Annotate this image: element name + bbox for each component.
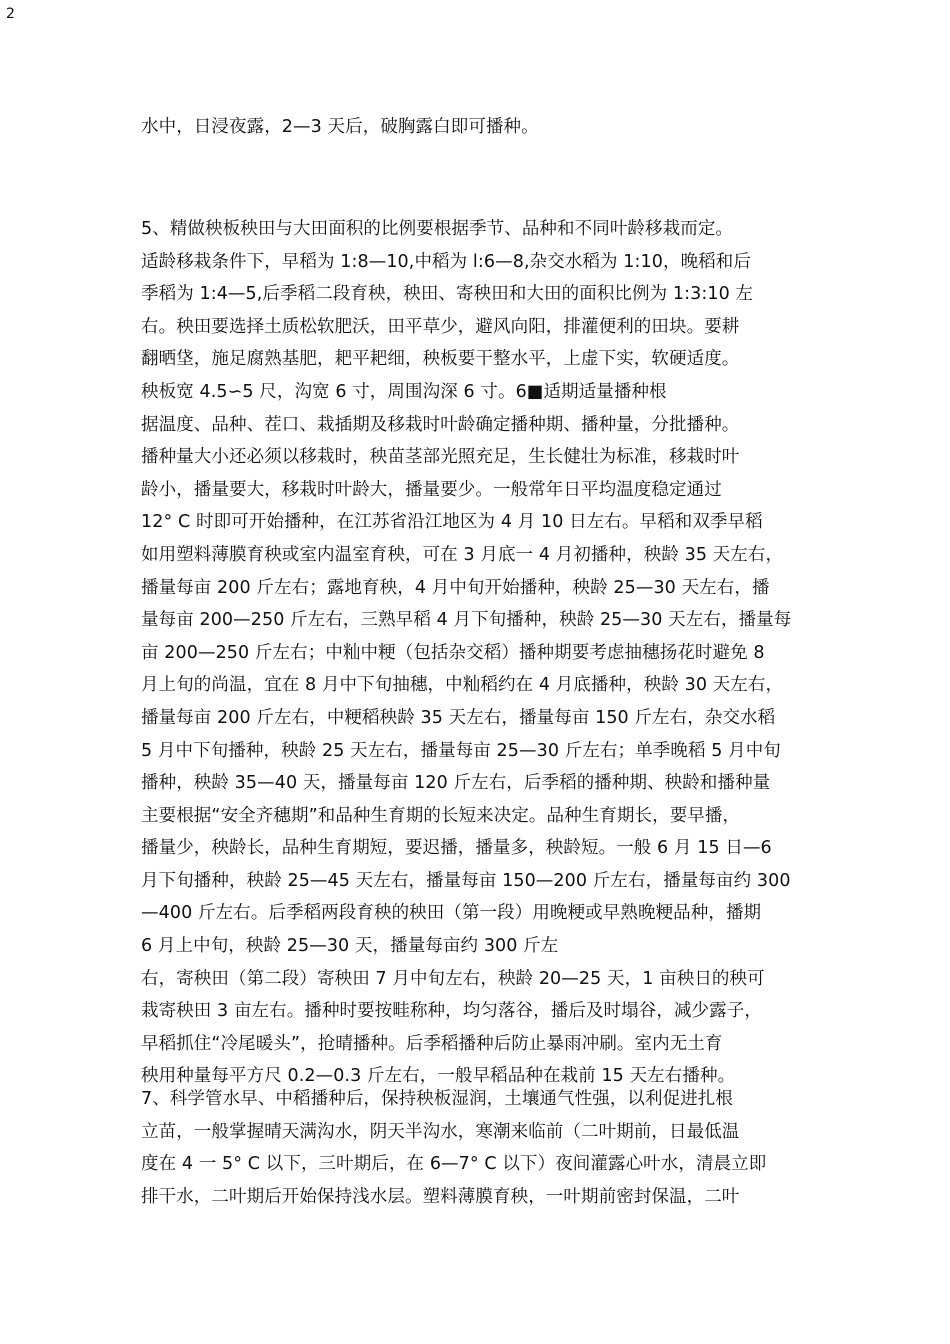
text-line: 右。秧田要选择土质松软肥沃，田平草少，避风向阳，排灌便利的田块。要耕 bbox=[141, 316, 740, 337]
text-line: 6 月上中旬，秧龄 25—30 天，播量每亩约 300 斤左 bbox=[141, 936, 559, 957]
text-line: 右，寄秧田（第二段）寄秧田 7 月中旬左右，秧龄 20—25 天，1 亩秧日的秧可 bbox=[141, 968, 765, 989]
text-line: 龄小，播量要大，移栽时叶龄大，播量要少。一般常年日平均温度稳定通过 bbox=[141, 479, 722, 500]
text-line: 如用塑料薄膜育秧或室内温室育秧，可在 3 月底一 4 月初播种，秧龄 35 天左右， bbox=[141, 544, 784, 565]
text-line: 7、科学管水早、中稻播种后，保持秧板湿润，土壤通气性强，以利促进扎根 bbox=[141, 1089, 734, 1109]
text-line: 亩 200—250 斤左右；中籼中粳（包括杂交稻）播种期要考虑抽穗扬花时避免 8 bbox=[141, 642, 765, 663]
text-line: 12° C 时即可开始播种，在江苏省沿江地区为 4 月 10 日左右。早稻和双季早稻 bbox=[141, 512, 763, 533]
text-line: 播种量大小还必须以移栽时，秧苗茎部光照充足，生长健壮为标准，移栽时叶 bbox=[141, 447, 740, 468]
text-line: 立苗，一般掌握晴天满沟水，阴天半沟水，寒潮来临前（二叶期前，日最低温 bbox=[141, 1121, 740, 1142]
text-line: 适龄移栽条件下，早稻为 1:8—10,中稻为 l:6—8,杂交水稻为 1:10，晚稻和后 bbox=[141, 251, 751, 272]
text-line: 水中，日浸夜露，2—3 天后，破胸露白即可播种。 bbox=[141, 117, 539, 137]
text-line: 度在 4 一 5° C 以下，三叶期后，在 6—7° C 以下）夜间灌露心叶水，清晨立即 bbox=[141, 1154, 767, 1175]
text-line: 据温度、品种、茬口、栽插期及移栽时叶龄确定播种期、播种量，分批播种。 bbox=[141, 414, 740, 435]
paragraph-1 bbox=[141, 111, 821, 144]
text-line: 5、精做秧板秧田与大田面积的比例要根据季节、品种和不同叶龄移栽而定。 bbox=[141, 219, 734, 239]
text-line: 秧用种量每平方尺 0.2—0.3 斤左右，一般早稻品种在栽前 15 天左右播种。 bbox=[141, 1066, 736, 1087]
page-number: 2 bbox=[6, 6, 15, 22]
text-line: 播量每亩 200 斤左右；露地育秧，4 月中旬开始播种，秧龄 25—30 天左右，播 bbox=[141, 577, 770, 598]
paragraph-3 bbox=[141, 1083, 821, 1213]
text-line: 秧板宽 4.5∽5 尺，沟宽 6 寸，周围沟深 6 寸。6■适期适量播种根 bbox=[141, 381, 667, 402]
text-line: 翻晒垡，施足腐熟基肥，耙平耙细，秧板要干整水平，上虚下实，软硬适度。 bbox=[141, 349, 740, 370]
text-line: 月下旬播种，秧龄 25—45 天左右，播量每亩 150—200 斤左右，播量每亩约 300 bbox=[141, 870, 791, 891]
paragraph-2 bbox=[141, 213, 821, 1093]
text-line: 月上旬的尚温，宜在 8 月中下旬抽穗，中籼稻约在 4 月底播种，秧龄 30 天左右， bbox=[141, 675, 784, 696]
text-line: 5 月中下旬播种，秧龄 25 天左右，播量每亩 25—30 斤左右；单季晚稻 5 月中旬 bbox=[141, 740, 781, 761]
text-line: 播量少，秧龄长，品种生育期短，要迟播，播量多，秧龄短。一般 6 月 15 日—6 bbox=[141, 838, 772, 859]
text-line: 量每亩 200—250 斤左右，三熟早稻 4 月下旬播种，秧龄 25—30 天左右，播量每 bbox=[141, 610, 792, 631]
text-line: 栽寄秧田 3 亩左右。播种时要按畦称种，均匀落谷，播后及时塌谷，减少露子， bbox=[141, 1001, 762, 1022]
text-line: 播种，秧龄 35—40 天，播量每亩 120 斤左右，后季稻的播种期、秧龄和播种量 bbox=[141, 773, 771, 794]
text-line: 季稻为 1:4—5,后季稻二段育秧，秧田、寄秧田和大田的面积比例为 1:3:10 左 bbox=[141, 284, 754, 305]
text-line: 主要根据“安全齐穗期”和品种生育期的长短来决定。品种生育期长，要早播， bbox=[141, 805, 741, 826]
text-line: 早稻抓住“冷尾暖头”，抢晴播种。后季稻播种后防止暴雨冲刷。室内无土育 bbox=[141, 1033, 723, 1054]
text-line: 播量每亩 200 斤左右，中粳稻秧龄 35 天左右，播量每亩 150 斤左右，杂交水稻 bbox=[141, 707, 776, 728]
text-line: —400 斤左右。后季稻两段育秧的秧田（第一段）用晚粳或早熟晚粳品种，播期 bbox=[141, 903, 762, 924]
text-line: 排干水，二叶期后开始保持浅水层。塑料薄膜育秧，一叶期前密封保温，二叶 bbox=[141, 1186, 740, 1207]
